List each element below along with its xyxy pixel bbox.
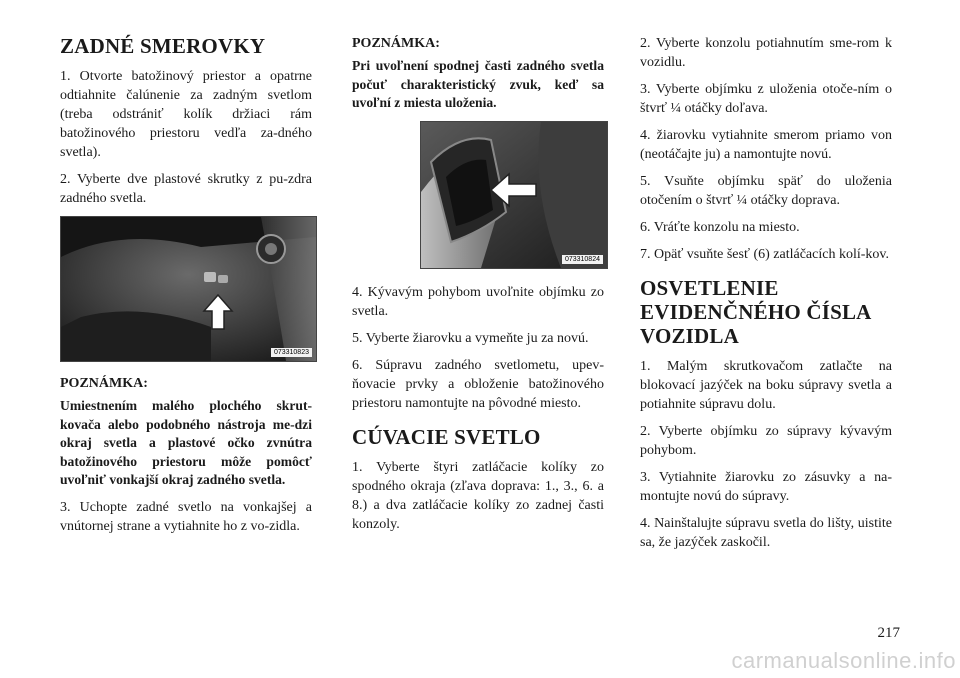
taillight-release-figure [420,121,608,269]
section-heading-rear-turn-signals: ZADNÉ SMEROVKY [60,34,266,58]
plate-step-3-text: 3. Vytiahnite žiarovku zo zásuvky a na-montujte novú do súpravy. [640,470,892,504]
step-6-text: 6. Súpravu zadného svetlometu, upev-ňovacie prvky a obloženie batožinového priestoru namontujte na pôvodné miesto. [352,357,604,411]
note-body: Pri uvoľnení spodnej časti zadného svetla počuť charakteristický zvuk, keď sa uvoľní z miesta uloženia. [352,58,604,110]
step-1-text: 1. Otvorte batožinový priestor a opatrne odtiahnite čalúnenie za zadným svetlom (treba odstrániť kolík držiaci rám batožinového priestoru vedľa za-dného svetla). [60,69,312,160]
page-number: 217 [877,625,900,641]
step-2-text: 2. Vyberte dve plastové skrutky z pu-zdra zadného svetla. [60,172,312,206]
note-body: Umiestnením malého plochého skrut-kovača alebo podobného nástroja me-dzi okraj svetla a plastové očko zvnútra batožinového priestoru môže pomôcť uvoľniť vonkajší okraj zadného svetla. [60,398,312,487]
figure-code: 073310824 [562,255,603,264]
column-middle [352,34,604,542]
backup-step-2-text: 2. Vyberte konzolu potiahnutím sme-rom k vozidlu. [640,36,892,70]
step-5-text: 5. Vyberte žiarovku a vymeňte ju za novú. [352,330,589,346]
backup-step-4-text: 4. žiarovku vytiahnite smerom priamo von (neotáčajte ju) a namontujte novú. [640,128,892,162]
plate-step-4-text: 4. Nainštalujte súpravu svetla do lišty, uistite sa, že jazýček zaskočil. [640,516,892,550]
backup-step-1-text: 1. Vyberte štyri zatláčacie kolíky zo spodného okraja (zľava doprava: 1., 3., 6. a 8.) a dva zatláčacie kolíky zo zadnej časti konzoly. [352,459,604,532]
backup-step-7-text: 7. Opäť vsuňte šesť (6) zatláčacích kolí-kov. [640,247,889,262]
section-heading-backup-light: CÚVACIE SVETLO [352,424,541,449]
backup-step-6-text: 6. Vráťte konzolu na miesto. [640,220,800,235]
note-title: POZNÁMKA: [352,36,440,51]
backup-step-3-text: 3. Vyberte objímku z uloženia otoče-ním o štvrť ¼ otáčky doľava. [640,82,892,116]
plate-step-2-text: 2. Vyberte objímku zo súpravy kývavým pohybom. [640,424,892,458]
backup-step-5-text: 5. Vsuňte objímku späť do uloženia otočením o štvrť ¼ otáčky doprava. [640,174,892,208]
taillight-illustration [421,122,607,268]
column-left [60,34,312,544]
trunk-trim-illustration [61,217,316,361]
watermark: carmanualsonline.info [731,648,956,673]
column-right [640,34,892,560]
trunk-trim-screws-figure [60,216,317,362]
step-4-text: 4. Kývavým pohybom uvoľnite objímku zo svetla. [352,284,604,319]
plate-step-1-text: 1. Malým skrutkovačom zatlačte na blokovací jazýček na boku súpravy svetla a potiahnite súpravu dolu. [640,359,892,412]
figure-code: 073310823 [271,348,312,357]
step-3-text: 3. Uchopte zadné svetlo na vonkajšej a vnútornej strane a vytiahnite ho z vo-zidla. [60,499,312,534]
section-heading-license-plate-lamp: OSVETLENIE EVIDENČNÉHO ČÍSLA VOZIDLA [640,276,871,348]
note-title: POZNÁMKA: [60,376,148,391]
